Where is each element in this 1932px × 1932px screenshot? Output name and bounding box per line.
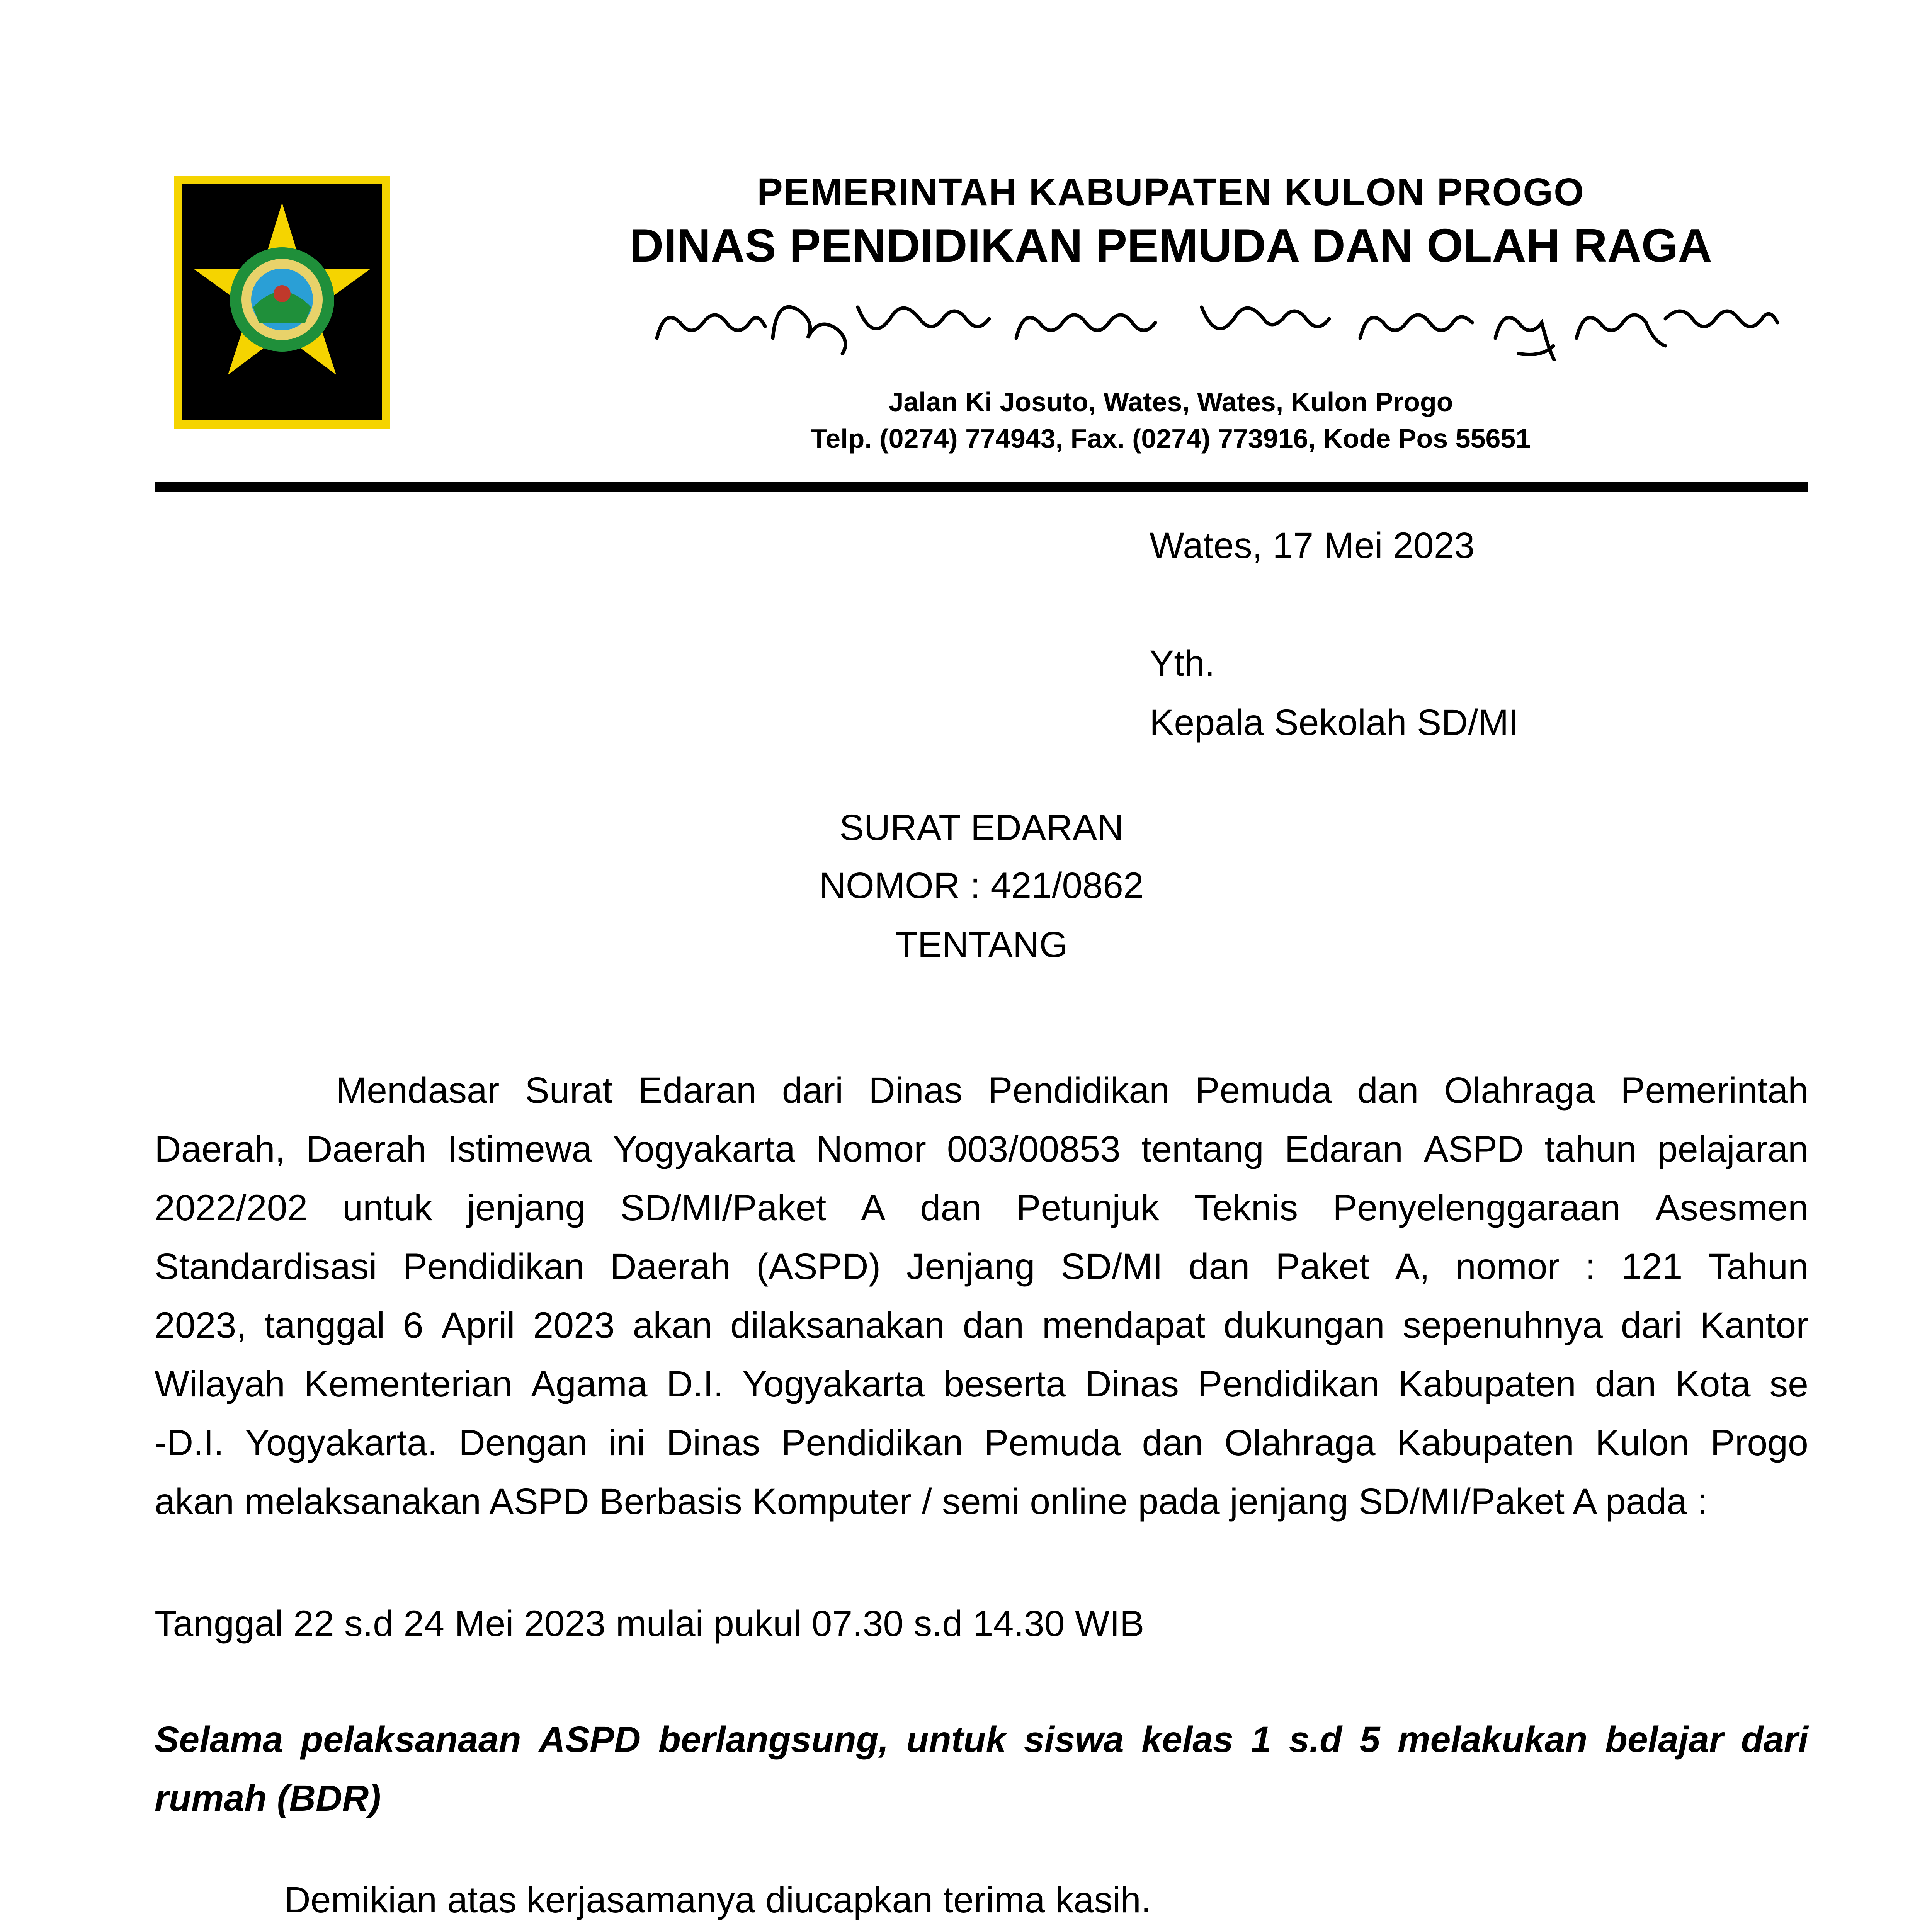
word: pelaksanaan xyxy=(301,1719,521,1760)
text-line xyxy=(155,1716,1808,1774)
word: 121 xyxy=(1621,1246,1683,1287)
word: Kabupaten xyxy=(1396,1422,1574,1463)
word: Pendidikan xyxy=(988,1070,1170,1111)
word: A, xyxy=(1395,1246,1430,1287)
word: Standardisasi xyxy=(155,1246,377,1287)
word: Yogyakarta xyxy=(613,1129,795,1170)
word: Daerah xyxy=(610,1246,731,1287)
schedule-text: Tanggal 22 s.d 24 Mei 2023 mulai pukul 07.30 s.d 14.30 WIB xyxy=(155,1603,1145,1644)
word: Pemuda xyxy=(1195,1070,1332,1111)
word: untuk xyxy=(906,1719,1007,1760)
word: Selama xyxy=(155,1719,283,1760)
word: dan xyxy=(1188,1246,1250,1287)
word: ASPD xyxy=(539,1719,641,1760)
text-line xyxy=(155,1419,1808,1478)
word: Daerah xyxy=(306,1129,427,1170)
word: dan xyxy=(1357,1070,1419,1111)
word: Teknis xyxy=(1194,1187,1298,1228)
word: April xyxy=(441,1305,515,1346)
word: rumah (BDR) xyxy=(155,1778,381,1819)
word: dari xyxy=(782,1070,844,1111)
place-date: Wates, 17 Mei 2023 xyxy=(1150,525,1475,566)
word: pelajaran xyxy=(1657,1129,1808,1170)
word: Edaran xyxy=(638,1070,757,1111)
word: Asesmen xyxy=(1655,1187,1808,1228)
word: Kulon xyxy=(1595,1422,1689,1463)
word: akan xyxy=(633,1305,713,1346)
word: dukungan xyxy=(1223,1305,1385,1346)
closing-text: Demikian atas kerjasamanya diucapkan terima kasih. xyxy=(284,1879,1151,1920)
word: ASPD xyxy=(1423,1129,1524,1170)
word: Yogyakarta xyxy=(742,1364,925,1405)
word: melakukan xyxy=(1398,1719,1588,1760)
word: Agama xyxy=(531,1364,648,1405)
word: Kantor xyxy=(1700,1305,1808,1346)
word: dan xyxy=(963,1305,1024,1346)
agency-address: Jalan Ki Josuto, Wates, Wates, Kulon Progo xyxy=(888,387,1453,417)
word: A xyxy=(861,1187,886,1228)
word: mendapat xyxy=(1042,1305,1206,1346)
word: 5 xyxy=(1359,1719,1380,1760)
word: -D.I. xyxy=(155,1422,224,1463)
word: tanggal xyxy=(264,1305,385,1346)
word: kelas xyxy=(1141,1719,1233,1760)
word: dan xyxy=(920,1187,982,1228)
word: 2022/202 xyxy=(155,1187,308,1228)
word: tentang xyxy=(1141,1129,1264,1170)
word: Jenjang xyxy=(906,1246,1035,1287)
word: ini xyxy=(608,1422,645,1463)
word: Penyelenggaraan xyxy=(1333,1187,1621,1228)
word: siswa xyxy=(1024,1719,1124,1760)
word: dan xyxy=(1595,1364,1656,1405)
word: Surat xyxy=(525,1070,613,1111)
word: 2023 xyxy=(533,1305,615,1346)
word: Kabupaten xyxy=(1398,1364,1576,1405)
word: Petunjuk xyxy=(1016,1187,1159,1228)
word: (ASPD) xyxy=(756,1246,881,1287)
word: sepenuhnya xyxy=(1403,1305,1603,1346)
word: berlangsung, xyxy=(658,1719,889,1760)
word: Istimewa xyxy=(447,1129,592,1170)
text-line xyxy=(155,1243,1808,1301)
letterhead-divider xyxy=(155,482,1808,492)
word: Kota xyxy=(1675,1364,1751,1405)
word: jenjang xyxy=(467,1187,586,1228)
text-line xyxy=(155,1478,1808,1536)
word: se xyxy=(1769,1364,1808,1405)
word: Dinas xyxy=(869,1070,963,1111)
word: Dengan xyxy=(459,1422,587,1463)
word: Kementerian xyxy=(304,1364,512,1405)
government-name: PEMERINTAH KABUPATEN KULON PROGO xyxy=(757,170,1585,214)
word: Pendidikan xyxy=(403,1246,585,1287)
recipient: Kepala Sekolah SD/MI xyxy=(1150,702,1519,743)
word: Daerah, xyxy=(155,1129,285,1170)
text-line xyxy=(155,1360,1808,1419)
word: Wilayah xyxy=(155,1364,285,1405)
word: Nomor xyxy=(816,1129,926,1170)
word: SD/MI/Paket xyxy=(620,1187,827,1228)
word: dilaksanakan xyxy=(730,1305,945,1346)
word: Progo xyxy=(1710,1422,1808,1463)
bdr-notice xyxy=(155,1716,1808,1833)
word: Pemerintah xyxy=(1621,1070,1808,1111)
word: Mendasar xyxy=(336,1070,500,1111)
word: Olahraga xyxy=(1444,1070,1595,1111)
word: untuk xyxy=(342,1187,432,1228)
word: s.d xyxy=(1289,1719,1342,1760)
javanese-script-icon xyxy=(495,284,1847,361)
word: 1 xyxy=(1251,1719,1272,1760)
word: beserta xyxy=(944,1364,1066,1405)
word: 003/00853 xyxy=(947,1129,1121,1170)
word: akan melaksanakan ASPD Berbasis Komputer / semi online pada jenjang SD/MI/Paket A pada : xyxy=(155,1481,1708,1522)
word: Edaran xyxy=(1284,1129,1403,1170)
word: D.I. xyxy=(666,1364,724,1405)
word: : xyxy=(1585,1246,1596,1287)
word: 2023, xyxy=(155,1305,247,1346)
word: Paket xyxy=(1275,1246,1369,1287)
word: Pendidikan xyxy=(1197,1364,1380,1405)
word: 6 xyxy=(403,1305,423,1346)
body-paragraph xyxy=(155,1066,1808,1536)
word: Pemuda xyxy=(984,1422,1121,1463)
salutation: Yth. xyxy=(1150,643,1215,684)
text-line xyxy=(155,1125,1808,1184)
word: Dinas xyxy=(666,1422,760,1463)
text-line xyxy=(155,1184,1808,1243)
word: Tahun xyxy=(1708,1246,1808,1287)
word: Dinas xyxy=(1085,1364,1179,1405)
word: tahun xyxy=(1544,1129,1637,1170)
text-line xyxy=(155,1066,1808,1125)
word: SD/MI xyxy=(1061,1246,1163,1287)
word: Yogyakarta. xyxy=(245,1422,438,1463)
agency-name: DINAS PENDIDIKAN PEMUDA DAN OLAH RAGA xyxy=(629,219,1712,272)
word: nomor xyxy=(1455,1246,1560,1287)
word: dari xyxy=(1621,1305,1682,1346)
agency-contact: Telp. (0274) 774943, Fax. (0274) 773916, Kode Pos 55651 xyxy=(811,423,1531,454)
word: dari xyxy=(1741,1719,1808,1760)
word: Olahraga xyxy=(1224,1422,1376,1463)
word: Pendidikan xyxy=(781,1422,963,1463)
text-line xyxy=(155,1774,1808,1833)
kulon-progo-coat-of-arms-icon xyxy=(174,176,390,429)
word: dan xyxy=(1142,1422,1203,1463)
word: belajar xyxy=(1605,1719,1724,1760)
text-line xyxy=(155,1301,1808,1360)
